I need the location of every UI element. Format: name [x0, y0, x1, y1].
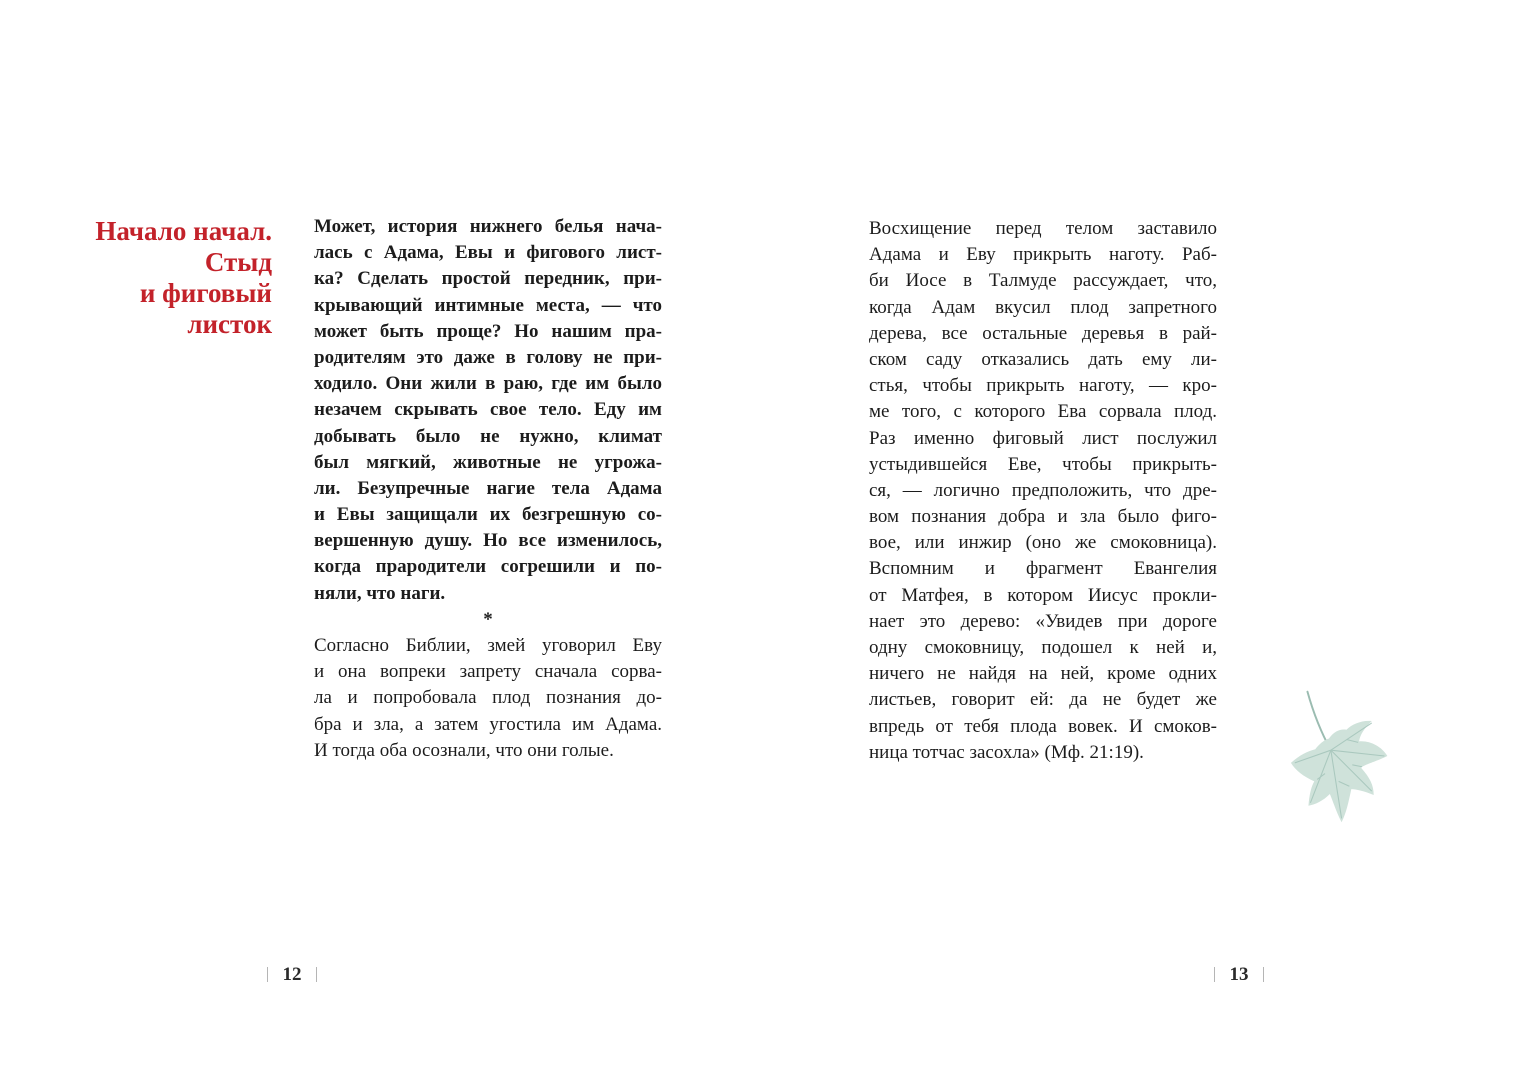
left-page-footer: [267, 966, 317, 983]
page-number-left: 12: [282, 964, 302, 985]
chapter-heading: Начало начал. Стыд и фиговый листок: [95, 216, 272, 339]
right-text-column: [869, 216, 1217, 766]
footer-rule-left: [1214, 967, 1215, 982]
footer-rule-right: [1263, 967, 1264, 982]
lead-paragraph: Может, история нижнего белья нача- лась с Адама, Евы и фигового лист- ка? Сделать простой передник, при- крывающий интимные места, — что может быть проще? Но нашим пра- родителям это даже в голову не при- ходило. Они жили в раю, где им было незачем скрывать свое тело. Еду им добывать было не нужно, климат был мягкий, животные не угрожа- ли. Безупречные нагие тела Адама и Евы защищали их безгрешную со- вершенную душу. Но все изменилось, когда прародители согрешили и по- няли, что наги.: [314, 216, 662, 604]
right-page-footer: [1214, 966, 1264, 983]
fig-leaf-icon: [1288, 686, 1400, 828]
footer-rule-left: [267, 967, 268, 982]
right-page: [765, 0, 1530, 1080]
body-paragraph: Восхищение перед телом заставило Адама и Еву прикрыть наготу. Раб- би Иосе в Талмуде рассуждает, что, когда Адам вкусил плод запретного дерева, все остальные деревья в рай- ском саду отказались дать ему ли- стья, чтобы прикрыть наготу, — кро- ме того, с которого Ева сорвала плод. Раз именно фиговый лист послужил устыдившейся Еве, чтобы прикрыть- ся, — логично предположить, что дре- вом познания добра и зла было фиго- вое, или инжир (оно же смоковница). Вспомним и фрагмент Евангелия от Матфея, в котором Иисус прокли- нает это дерево: «Увидев при дороге одну смоковницу, подошел к ней и, ничего не найдя на ней, кроме одних листьев, говорит ей: да не будет же впредь от тебя плода вовек. И смоков- ница тотчас засохла» (Мф. 21:19).: [869, 218, 1217, 763]
left-text-column: [314, 214, 662, 764]
footer-rule-right: [316, 967, 317, 982]
asterisk-separator: *: [483, 608, 493, 630]
body-paragraph: Согласно Библии, змей уговорил Еву и она вопреки запрету сначала сорва- ла и попробовала плод познания до- бра и зла, а затем угостила им Адама. И тогда оба осознали, что они голые.: [314, 635, 662, 761]
page-number-right: 13: [1229, 964, 1249, 985]
